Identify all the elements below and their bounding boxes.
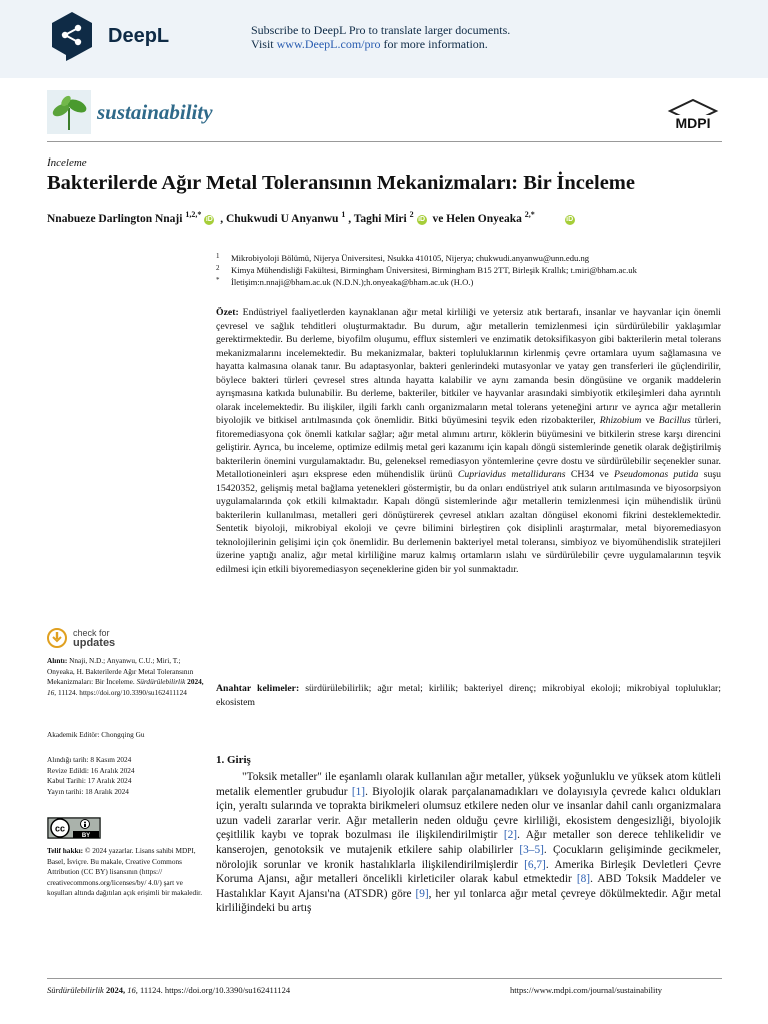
citation-block (47, 656, 207, 698)
body-text: . ABD Toksik Maddeler ve Hastalıklar Kayıt Ajansı'na (ATSDR) göre (216, 873, 722, 900)
orcid-icon[interactable]: iD (566, 215, 574, 223)
citation-volume: 16 (47, 687, 55, 697)
accepted-date: Kabul Tarihi: 17 Aralık 2024 (47, 776, 132, 785)
body-text: . Biyolojik olarak parçalanamadıkları ve dolayısıyla çevrede kalıcı oldukları için, yeraltı sularında ve toprakta birikmeleri olumsuz etkilere neden olur ve insanlar dahil canlı organizmalara uzun vadeli zararlar verir. Ağır metallerin neden olduğu çevre kirliliği, ekosistem dengesizliği, biyolojik çeşitlilik kaybı ve toprak bozulması ile ilişkilendirilmiştir (216, 785, 721, 842)
published-date: Yayın tarihi: 18 Aralık 2024 (47, 786, 129, 796)
body-text: . Çocukların gelişiminde gecikmeler, nörolojik sorunlar ve kronik hastalıklarla ilişkilendirilmişlerdir (216, 843, 721, 871)
footer-year: 2024, (103, 985, 128, 995)
deepl-banner (0, 0, 768, 78)
orcid-icon[interactable]: iD (205, 215, 213, 223)
citation-link[interactable]: [8] (576, 873, 591, 886)
keywords-label: Anahtar kelimeler: (216, 683, 300, 694)
body-text: . Amerika Birleşik Devletleri Çevre Koruma Ajansı, ağır metalleri öncelikli kirleticiler olarak kabul etmektedir (216, 858, 721, 886)
affiliation-text: Kimya Mühendisliği Fakültesi, Birmingham Üniversitesi, Birmingham B15 2TT, Birleşik Krallık; t.miri@bham.ac.uk (231, 265, 637, 275)
introduction-paragraph (216, 770, 721, 916)
author-name: , Taghi Miri (348, 212, 407, 225)
footer-volume: 16 (127, 985, 136, 995)
article-dates (47, 755, 207, 797)
affiliation-text: İletişim:n.nnaji@bham.ac.uk (N.D.N.);h.onyeaka@bham.ac.uk (H.O.) (231, 277, 474, 287)
sustainability-logo-icon (47, 90, 91, 134)
journal-name: sustainability (97, 100, 213, 124)
keywords (216, 682, 721, 709)
affiliation-text: Mikrobiyoloji Bölümü, Nijerya Üniversitesi, Nsukka 410105, Nijerya; chukwudi.anyanwu@unn.edu.ng (231, 253, 590, 263)
author-affiliation-mark: 2,* (524, 210, 535, 219)
license-label: Telif hakkı: (47, 846, 84, 855)
citation-link[interactable]: [6,7] (524, 858, 546, 871)
affiliation-number: 2 (216, 264, 220, 272)
check-updates-line-2: updates (73, 637, 116, 649)
affiliation-item (216, 264, 637, 276)
abstract-species: Bacillus (658, 415, 691, 426)
license-block (47, 846, 207, 899)
banner-line-2 (251, 37, 510, 51)
affiliation-item (216, 252, 637, 264)
author-name: Nnabueze Darlington Nnaji (47, 212, 183, 225)
orcid-icon[interactable]: iD (418, 215, 426, 223)
abstract-text: ve (641, 415, 659, 426)
citation-doi: , 11124. https://doi.org/10.3390/su162411124 (54, 687, 187, 697)
citation-link[interactable]: [3–5] (519, 843, 544, 856)
citation-link[interactable]: [1] (351, 785, 366, 798)
author-affiliation-mark: 2 (409, 210, 414, 219)
check-updates-icon (47, 628, 67, 648)
abstract-text: Endüstriyel faaliyetlerden kaynaklanan ağır metal kirliliği ve yetersiz atık bertarafı, insanlar ve hayvanlar için önemli çevresel ve sağlık tehditleri oluşturmaktadır. Bu durum, ağır metallerin temizlenmesi için sürdürülebilir yaklaşımlar gerektirmektedir. Bu derleme, biyofilm oluşumu, efflux sistemleri ve enzimatik detoksifikasyon gibi bakterilerin metal tolerans mekanizmalarını incelemektedir. Bu mekanizmalar, bakteri topluluklarının kirlenmiş çevre ortamlara uyum sağlamasına ve hayatta kalmasına olanak tanır. Bu adaptasyonlar, bakteri genlerindeki mutasyonlar ve yatay gen transferleri ile güçlendirilir, böylece bakteri türleri çevresel stres altında hayatta kalabilir ve aynı zamanda besin döngüsüne ve organik maddelerin ayrışmasına katkıda bulunabilir. Bu derleme, bakteriler, bitkiler ve hayvanlar arasındaki simbiyotik etkileşimleri daha ayrıntılı olarak incelemektedir. Bu ilişkiler, ilgili farklı canlı organizmaların metal tolerans yeteneğini artırır ve ayrıca ağır metallerin biyolojik ve bitkisel arıtılmasında çok önemlidir. Bitki büyümesini teşvik eden rizobakteriler, (216, 307, 721, 426)
footer-divider (47, 978, 722, 979)
article-title: Bakterilerde Ağır Metal Toleransının Mekanizmaları: Bir İnceleme (47, 172, 635, 194)
mdpi-logo-icon (666, 98, 720, 132)
revised-date: Revize Edildi: 16 Aralık 2024 (47, 765, 135, 775)
footer-citation (47, 985, 290, 995)
deepl-logo-icon (48, 10, 96, 62)
footer-journal-url[interactable]: https://www.mdpi.com/journal/sustainability (510, 985, 662, 995)
mdpi-label: MDPI (675, 115, 711, 131)
author-name: ve Helen Onyeaka (432, 212, 522, 225)
deepl-brand-name: DeepL (108, 25, 170, 47)
body-text: . Ağır metaller son derece tehlikelidir ve kanserojen, genotoksik ve mutajenik etkilere sahip olabilirler (216, 829, 721, 856)
article-type: İnceleme (47, 157, 87, 169)
svg-text:BY: BY (81, 833, 91, 839)
author-affiliation-mark: 1 (341, 210, 346, 219)
citation-year: 2024, (185, 677, 204, 686)
author-list (47, 210, 578, 225)
citation-link[interactable]: [2] (503, 829, 518, 842)
abstract-text: türleri, fitoremediasyona çok önemli katkılar sağlar; ağır metal alımını artırır, köklerin büyümesini ve bitkilerin strese karşı direncini geliştirir. Ayrıca, bu inceleme, optimize edilmiş metal geri kazanımı için kapalı döngü sistemlerinde genetik olarak değiştirilmiş bakterilerin önemini vurgulamaktadır. Bu, geleneksel remediasyon yöntemlerine çevre dostu ve sürdürülebilir seçenekler sunar. Metallotioneinleri aşırı eksprese eden mühendislik ürünü (216, 415, 722, 480)
check-updates-line-1: check for (73, 628, 110, 638)
abstract-text: suşu 15420352, gelişmiş metal bağlama yetenekleri göstermiştir, bu da onları endüstriyel atık suların arıtılmasında ve biyosorpsiyon uygulamalarında çok etkili kılmaktadır. Kapalı döngü sistemlerinde ağır metallerin temizlenmesi için mühendislik ürünü bakterilerin kullanılması, metalleri geri dönüştürerek çevresel atıkları azaltan döngüsel ekonomi fikrini desteklemektedir. Sentetik biyoloji, mikrobiyal ekoloji ve çevre bilimini birleştiren çok disiplinli araştırmalar, metal biyoremediasyon teknolojilerinin gelişimi için çok önemlidir. Bu derlemenin bakteriyel metal toleransı, simbiyoz ve biyomühendislik stratejileri üzerine yaptığı analiz, ağır metal kirliliğine maruz kalmış ortamların ıslahı ve sürdürülebilir çevre uygulamalarının teşvik edilmesi için etkili biyoremediasyon seçeneklerine giden bir yol sunmaktadır. (216, 469, 721, 575)
citation-journal: Sürdürülebilirlik (136, 677, 186, 686)
footer-doi: , 11124. https://doi.org/10.3390/su162411124 (135, 985, 291, 995)
header-divider (47, 141, 722, 142)
cc-by-license-icon (47, 817, 101, 839)
svg-text:cc: cc (54, 823, 66, 834)
affiliation-number: 1 (216, 252, 220, 260)
abstract (216, 306, 721, 576)
citation-label: Alıntı: (47, 656, 68, 665)
banner-message (251, 23, 510, 51)
affiliation-item (216, 276, 637, 288)
check-for-updates-badge[interactable] (47, 628, 115, 648)
banner-line-2-suffix: for more information. (380, 37, 488, 51)
deepl-pro-link[interactable]: www.DeepL.com/pro (276, 37, 381, 51)
affiliations (216, 252, 637, 288)
received-date: Alındığı tarih: 8 Kasım 2024 (47, 755, 132, 764)
author-affiliation-mark: 1,2,* (185, 210, 202, 219)
body-text: "Toksik metaller" ile eşanlamlı olarak kullanılan ağır metaller, yüksek yoğunluklu ve yüksek atom kütleli metalik elementler grubudur (216, 771, 721, 798)
license-text: © 2024 yazarlar. Lisans sahibi MDPI, Basel, İsviçre. Bu makale, Creative Commons Attribution (CC BY) lisansının (https:// creativecommons.org/licenses/by/ 4.0/) şart ve koşulları altında dağıtılan açık erişimli bir makaledir. (47, 846, 203, 897)
academic-editor: Akademik Editör: Chongqing Gu (47, 730, 145, 739)
citation-text: Nnaji, N.D.; Anyanwu, C.U.; Miri, T.; Onyeaka, H. Bakterilerde Ağır Metal Toleransının Mekanizmaları: Bir İnceleme. (47, 656, 194, 686)
footer-journal: Sürdürülebilirlik (47, 985, 104, 995)
banner-line-2-prefix: Visit (251, 37, 277, 51)
abstract-species: Pseudomonas putida (613, 469, 699, 480)
body-text: , her yıl tonlarca ağır metal çevreye dökülmektedir. Ağır metal kirliliğindeki bu artış (216, 887, 721, 915)
abstract-label: Özet: (216, 307, 239, 318)
banner-line-1: Subscribe to DeepL Pro to translate larger documents. (251, 23, 511, 37)
abstract-text: CH34 ve (565, 469, 614, 480)
keywords-text: sürdürülebilirlik; ağır metal; kirlilik; bakteriyel direnç; mikrobiyal ekoloji; mikrobiyal topluluklar; ekosistem (216, 683, 722, 708)
section-heading: 1. Giriş (216, 754, 251, 766)
citation-link[interactable]: [9] (415, 887, 429, 900)
author-name: , Chukwudi U Anyanwu (220, 212, 339, 225)
affiliation-number: * (216, 276, 220, 284)
abstract-species: Cupriavidus metallidurans (457, 469, 566, 480)
abstract-species: Rhizobium (599, 415, 642, 426)
